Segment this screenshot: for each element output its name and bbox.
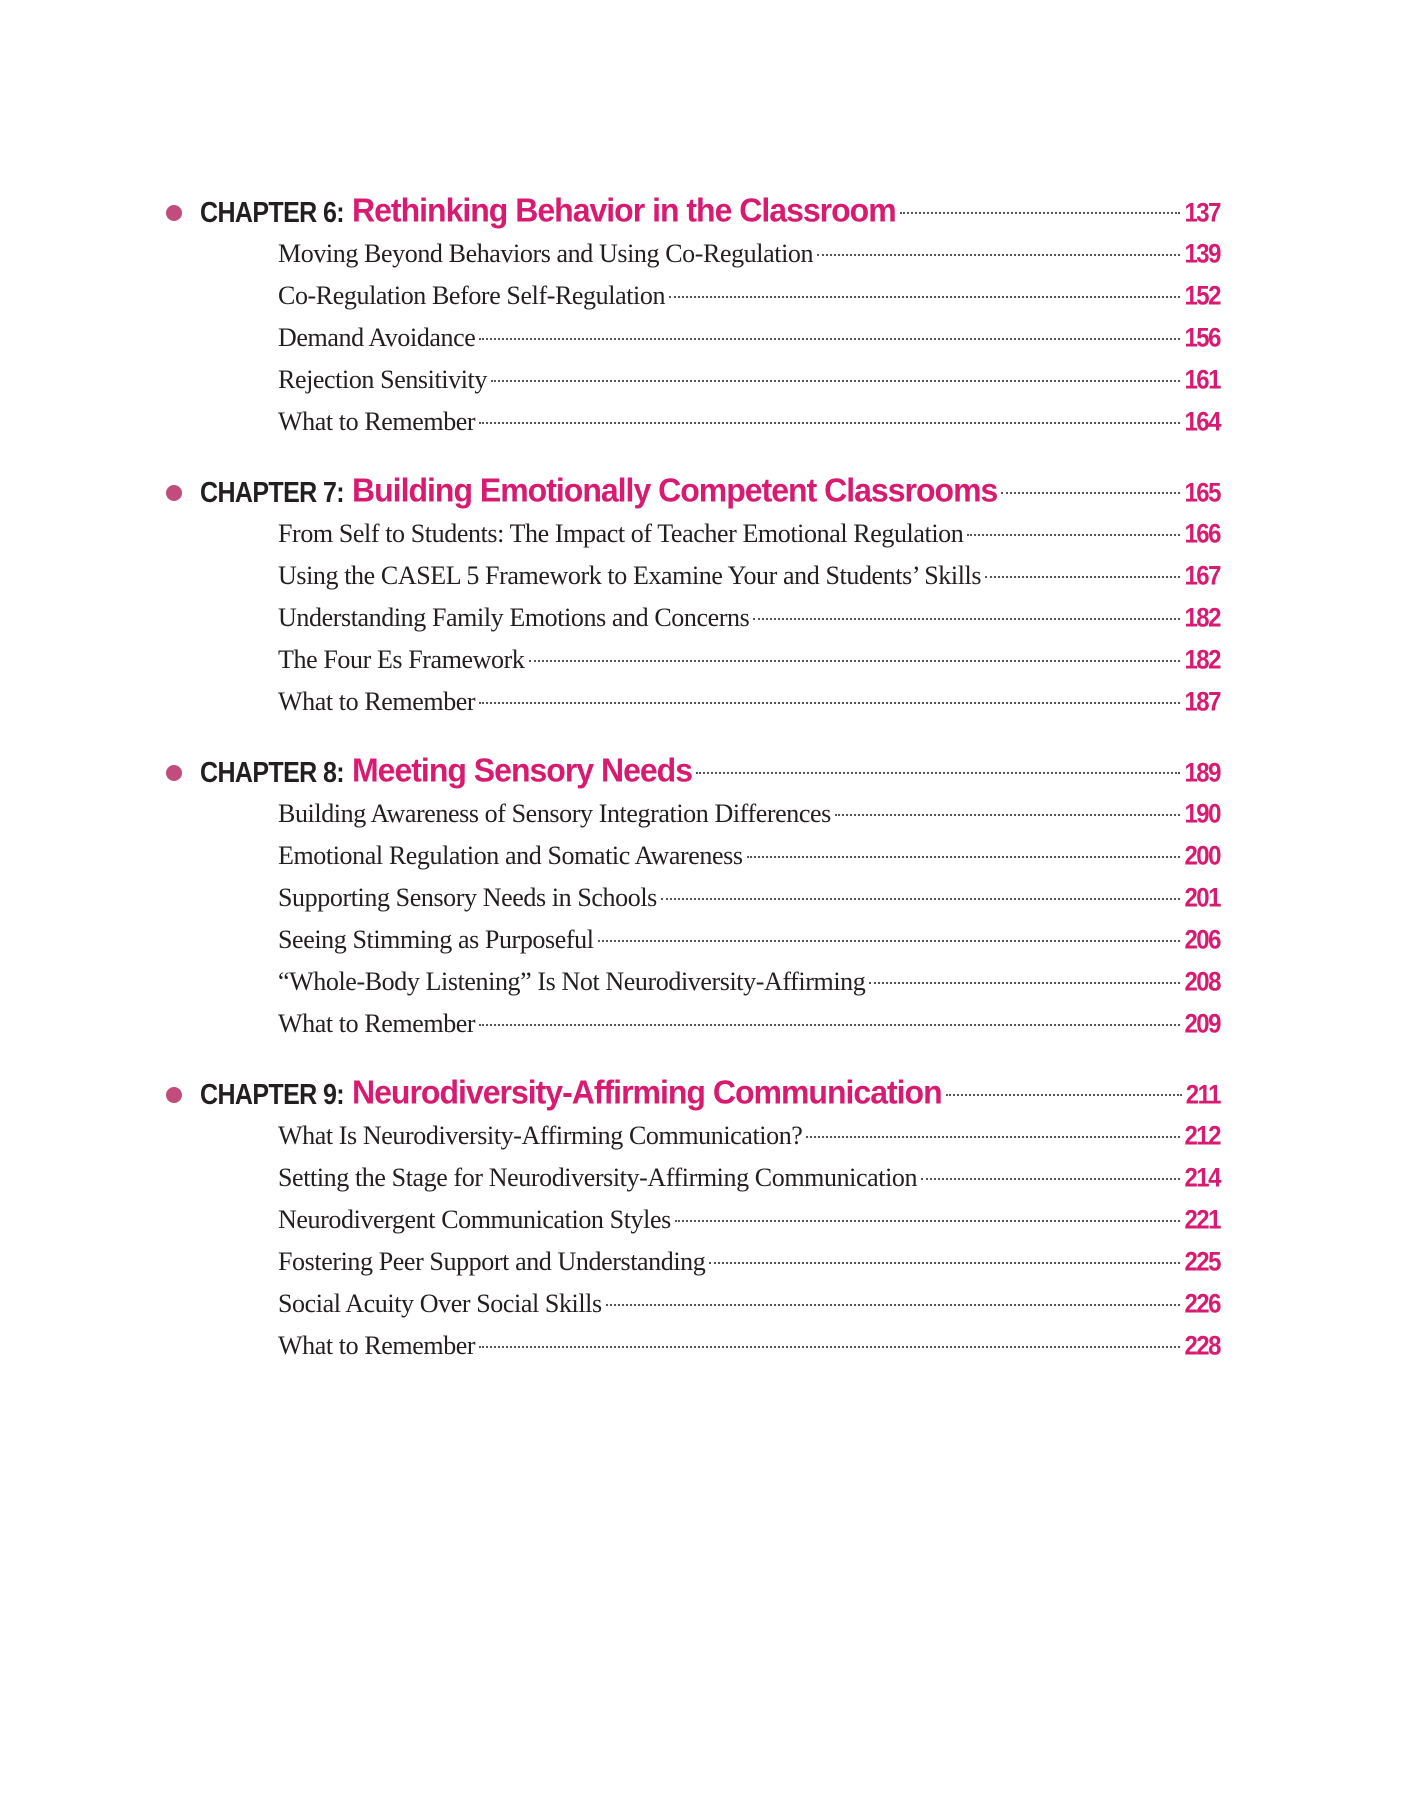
section-row[interactable] [278, 401, 1220, 443]
section-title[interactable]: Co-Regulation Before Self-Regulation [278, 281, 666, 310]
bullet-dot-icon [166, 1087, 182, 1103]
section-row[interactable] [278, 877, 1220, 919]
section-title[interactable]: Rejection Sensitivity [278, 365, 487, 394]
section-page-number: 156 [1184, 323, 1220, 354]
section-page-number: 167 [1184, 561, 1220, 592]
section-row[interactable] [278, 681, 1220, 723]
dot-leader [709, 1262, 1180, 1264]
dot-leader [747, 856, 1181, 858]
dot-leader [921, 1178, 1180, 1180]
section-row[interactable] [278, 793, 1220, 835]
chapter-page-number: 137 [1184, 198, 1220, 229]
section-title[interactable]: From Self to Students: The Impact of Teacher Emotional Regulation [278, 519, 964, 548]
section-row[interactable] [278, 1283, 1220, 1325]
chapter-page-number: 165 [1184, 478, 1220, 509]
section-title[interactable]: Moving Beyond Behaviors and Using Co-Regulation [278, 239, 814, 268]
chapter-heading-row[interactable] [166, 187, 1220, 233]
section-row[interactable] [278, 639, 1220, 681]
section-row[interactable] [278, 275, 1220, 317]
chapter-block [166, 1069, 1220, 1367]
chapter-heading-row[interactable] [166, 747, 1220, 793]
chapter-title[interactable]: Neurodiversity-Affirming Communication [352, 1073, 942, 1111]
section-title[interactable]: Neurodivergent Communication Styles [278, 1205, 671, 1234]
section-row[interactable] [278, 1003, 1220, 1045]
chapter-label: CHAPTER 6: [200, 196, 345, 230]
chapter-title[interactable]: Rethinking Behavior in the Classroom [352, 191, 896, 229]
section-title[interactable]: What Is Neurodiversity-Affirming Communication? [278, 1121, 803, 1150]
dot-leader [900, 212, 1181, 214]
section-title[interactable]: Using the CASEL 5 Framework to Examine Your and Students’ Skills [278, 561, 982, 590]
section-page-number: 225 [1184, 1247, 1220, 1278]
bullet-dot-icon [166, 765, 182, 781]
section-title[interactable]: Social Acuity Over Social Skills [278, 1289, 602, 1318]
section-page-number: 214 [1184, 1163, 1220, 1194]
chapter-label: CHAPTER 8: [200, 756, 345, 790]
section-page-number: 206 [1184, 925, 1220, 956]
section-title[interactable]: What to Remember [278, 407, 476, 436]
section-page-number: 164 [1184, 407, 1220, 438]
dot-leader [967, 534, 1180, 536]
table-of-contents [166, 187, 1220, 1391]
dot-leader [985, 576, 1180, 578]
dot-leader [753, 618, 1180, 620]
section-row[interactable] [278, 1199, 1220, 1241]
section-page-number: 221 [1184, 1205, 1220, 1236]
chapter-label: CHAPTER 7: [200, 476, 345, 510]
section-page-number: 166 [1184, 519, 1220, 550]
section-page-number: 208 [1184, 967, 1220, 998]
section-title[interactable]: What to Remember [278, 687, 476, 716]
dot-leader [806, 1136, 1180, 1138]
section-row[interactable] [278, 317, 1220, 359]
dot-leader [529, 660, 1181, 662]
section-row[interactable] [278, 555, 1220, 597]
section-page-number: 182 [1184, 603, 1220, 634]
section-title[interactable]: “Whole-Body Listening” Is Not Neurodiversity-Affirming [278, 967, 866, 996]
section-row[interactable] [278, 233, 1220, 275]
section-row[interactable] [278, 961, 1220, 1003]
section-title[interactable]: Supporting Sensory Needs in Schools [278, 883, 657, 912]
section-page-number: 161 [1184, 365, 1220, 396]
dot-leader [598, 940, 1181, 942]
section-page-number: 209 [1184, 1009, 1220, 1040]
section-list [278, 1115, 1220, 1367]
dot-leader [479, 422, 1180, 424]
dot-leader [869, 982, 1180, 984]
dot-leader [479, 1024, 1180, 1026]
section-row[interactable] [278, 1115, 1220, 1157]
section-row[interactable] [278, 513, 1220, 555]
section-title[interactable]: What to Remember [278, 1331, 476, 1360]
dot-leader [479, 702, 1180, 704]
chapter-heading-row[interactable] [166, 1069, 1220, 1115]
section-list [278, 233, 1220, 443]
section-row[interactable] [278, 835, 1220, 877]
dot-leader [946, 1094, 1182, 1096]
section-title[interactable]: Setting the Stage for Neurodiversity-Affirming Communication [278, 1163, 918, 1192]
dot-leader [835, 814, 1181, 816]
chapter-page-number: 189 [1184, 758, 1220, 789]
section-row[interactable] [278, 1241, 1220, 1283]
dot-leader [675, 1220, 1181, 1222]
chapter-title[interactable]: Building Emotionally Competent Classrooms [352, 471, 998, 509]
section-page-number: 201 [1184, 883, 1220, 914]
chapter-page-number: 211 [1185, 1080, 1220, 1111]
dot-leader [817, 254, 1180, 256]
dot-leader [479, 1346, 1180, 1348]
dot-leader [669, 296, 1180, 298]
section-page-number: 226 [1184, 1289, 1220, 1320]
section-page-number: 182 [1184, 645, 1220, 676]
section-list [278, 513, 1220, 723]
chapter-block [166, 467, 1220, 723]
dot-leader [479, 338, 1180, 340]
dot-leader [606, 1304, 1181, 1306]
dot-leader [1001, 492, 1180, 494]
section-title[interactable]: Building Awareness of Sensory Integration Differences [278, 799, 831, 828]
chapter-label: CHAPTER 9: [200, 1078, 345, 1112]
section-row[interactable] [278, 1157, 1220, 1199]
chapter-block [166, 187, 1220, 443]
dot-leader [661, 898, 1181, 900]
section-page-number: 187 [1184, 687, 1220, 718]
bullet-dot-icon [166, 205, 182, 221]
chapter-heading-row[interactable] [166, 467, 1220, 513]
dot-leader [491, 380, 1180, 382]
section-title[interactable]: The Four Es Framework [278, 645, 525, 674]
section-row[interactable] [278, 919, 1220, 961]
section-title[interactable]: What to Remember [278, 1009, 476, 1038]
section-title[interactable]: Demand Avoidance [278, 323, 476, 352]
section-row[interactable] [278, 359, 1220, 401]
section-page-number: 212 [1184, 1121, 1220, 1152]
bullet-dot-icon [166, 485, 182, 501]
section-list [278, 793, 1220, 1045]
section-page-number: 152 [1184, 281, 1220, 312]
section-title[interactable]: Fostering Peer Support and Understanding [278, 1247, 706, 1276]
chapter-title[interactable]: Meeting Sensory Needs [352, 751, 693, 789]
chapter-block [166, 747, 1220, 1045]
section-title[interactable]: Understanding Family Emotions and Concerns [278, 603, 750, 632]
section-page-number: 228 [1184, 1331, 1220, 1362]
section-title[interactable]: Seeing Stimming as Purposeful [278, 925, 594, 954]
section-title[interactable]: Emotional Regulation and Somatic Awareness [278, 841, 743, 870]
section-row[interactable] [278, 597, 1220, 639]
dot-leader [696, 772, 1180, 774]
section-page-number: 200 [1184, 841, 1220, 872]
section-page-number: 139 [1184, 239, 1220, 270]
section-row[interactable] [278, 1325, 1220, 1367]
section-page-number: 190 [1184, 799, 1220, 830]
